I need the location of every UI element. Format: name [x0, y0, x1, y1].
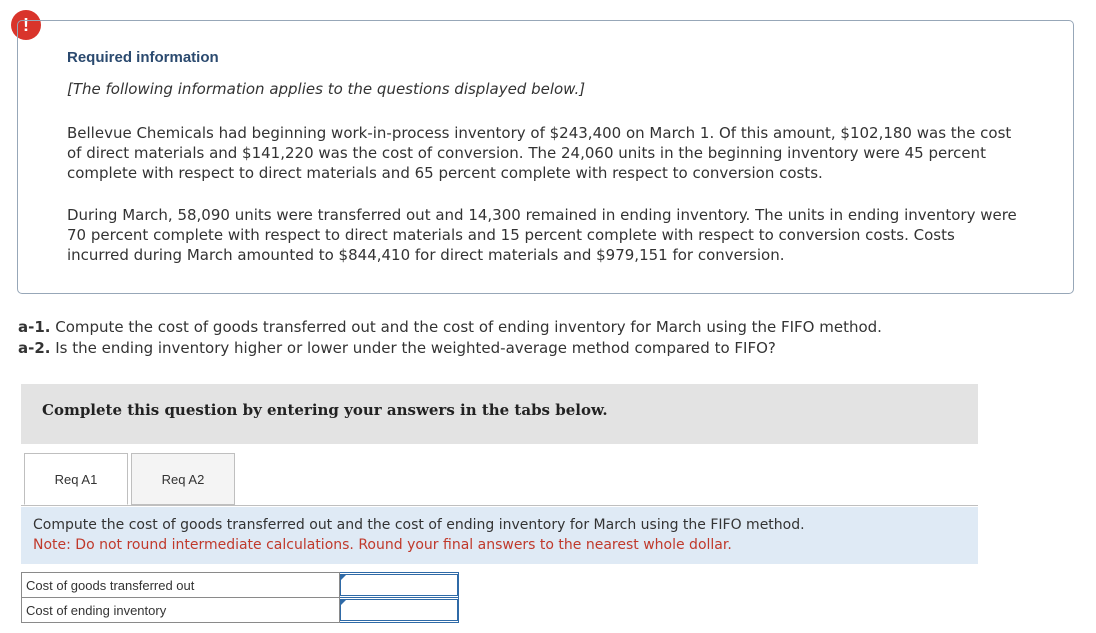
question-a1-text: Compute the cost of goods transferred out and the cost of ending inventory for March using the FIFO method. — [50, 318, 882, 336]
input-flag-icon — [341, 574, 347, 580]
tab-req-a2[interactable]: Req A2 — [131, 453, 235, 505]
instructions-box — [21, 507, 978, 564]
instructions-text: Compute the cost of goods transferred out and the cost of ending inventory for March using the FIFO method. — [33, 517, 805, 533]
table-row — [22, 573, 459, 598]
instructions-note: Note: Do not round intermediate calculations. Round your final answers to the nearest whole dollar. — [33, 537, 732, 553]
cost-ending-inventory-label: Cost of ending inventory — [22, 598, 340, 623]
problem-paragraph-1: Bellevue Chemicals had beginning work-in-process inventory of $243,400 on March 1. Of this amount, $102,180 was the cost of direct materials and $141,220 was the cost of conversion. The 24,060 units in the beginning inventory were 45 percent complete with respect to direct materials and 65 percent complete with respect to conversion costs. — [67, 124, 1012, 182]
cost-ending-inventory-input[interactable] — [340, 599, 458, 621]
answer-table — [21, 572, 459, 623]
complete-question-banner — [21, 384, 978, 444]
question-a2 — [18, 339, 776, 357]
cost-ending-inventory-cell — [340, 598, 459, 623]
problem-paragraph-2: During March, 58,090 units were transferred out and 14,300 remained in ending inventory. The units in ending inventory were 70 percent complete with respect to direct materials and 15 percent complete with respect to conversion costs. Costs incurred during March amounted to $844,410 for direct materials and $979,151 for conversion. — [67, 206, 1017, 264]
alert-icon: ! — [11, 10, 41, 40]
question-a1-label: a-1. — [18, 318, 51, 336]
table-row — [22, 598, 459, 623]
tab-req-a1[interactable]: Req A1 — [24, 453, 128, 505]
required-information-title: Required information — [67, 49, 219, 66]
tab-divider — [21, 505, 978, 506]
complete-question-text: Complete this question by entering your answers in the tabs below. — [42, 401, 608, 419]
question-a1 — [18, 318, 882, 336]
cost-transferred-out-label: Cost of goods transferred out — [22, 573, 340, 598]
cost-transferred-out-input[interactable] — [340, 574, 458, 596]
cost-transferred-out-cell — [340, 573, 459, 598]
question-a2-label: a-2. — [18, 339, 51, 357]
question-a2-text: Is the ending inventory higher or lower under the weighted-average method compared to FIFO? — [50, 339, 776, 357]
required-information-subtitle: [The following information applies to the questions displayed below.] — [67, 80, 586, 98]
input-flag-icon — [341, 599, 347, 605]
